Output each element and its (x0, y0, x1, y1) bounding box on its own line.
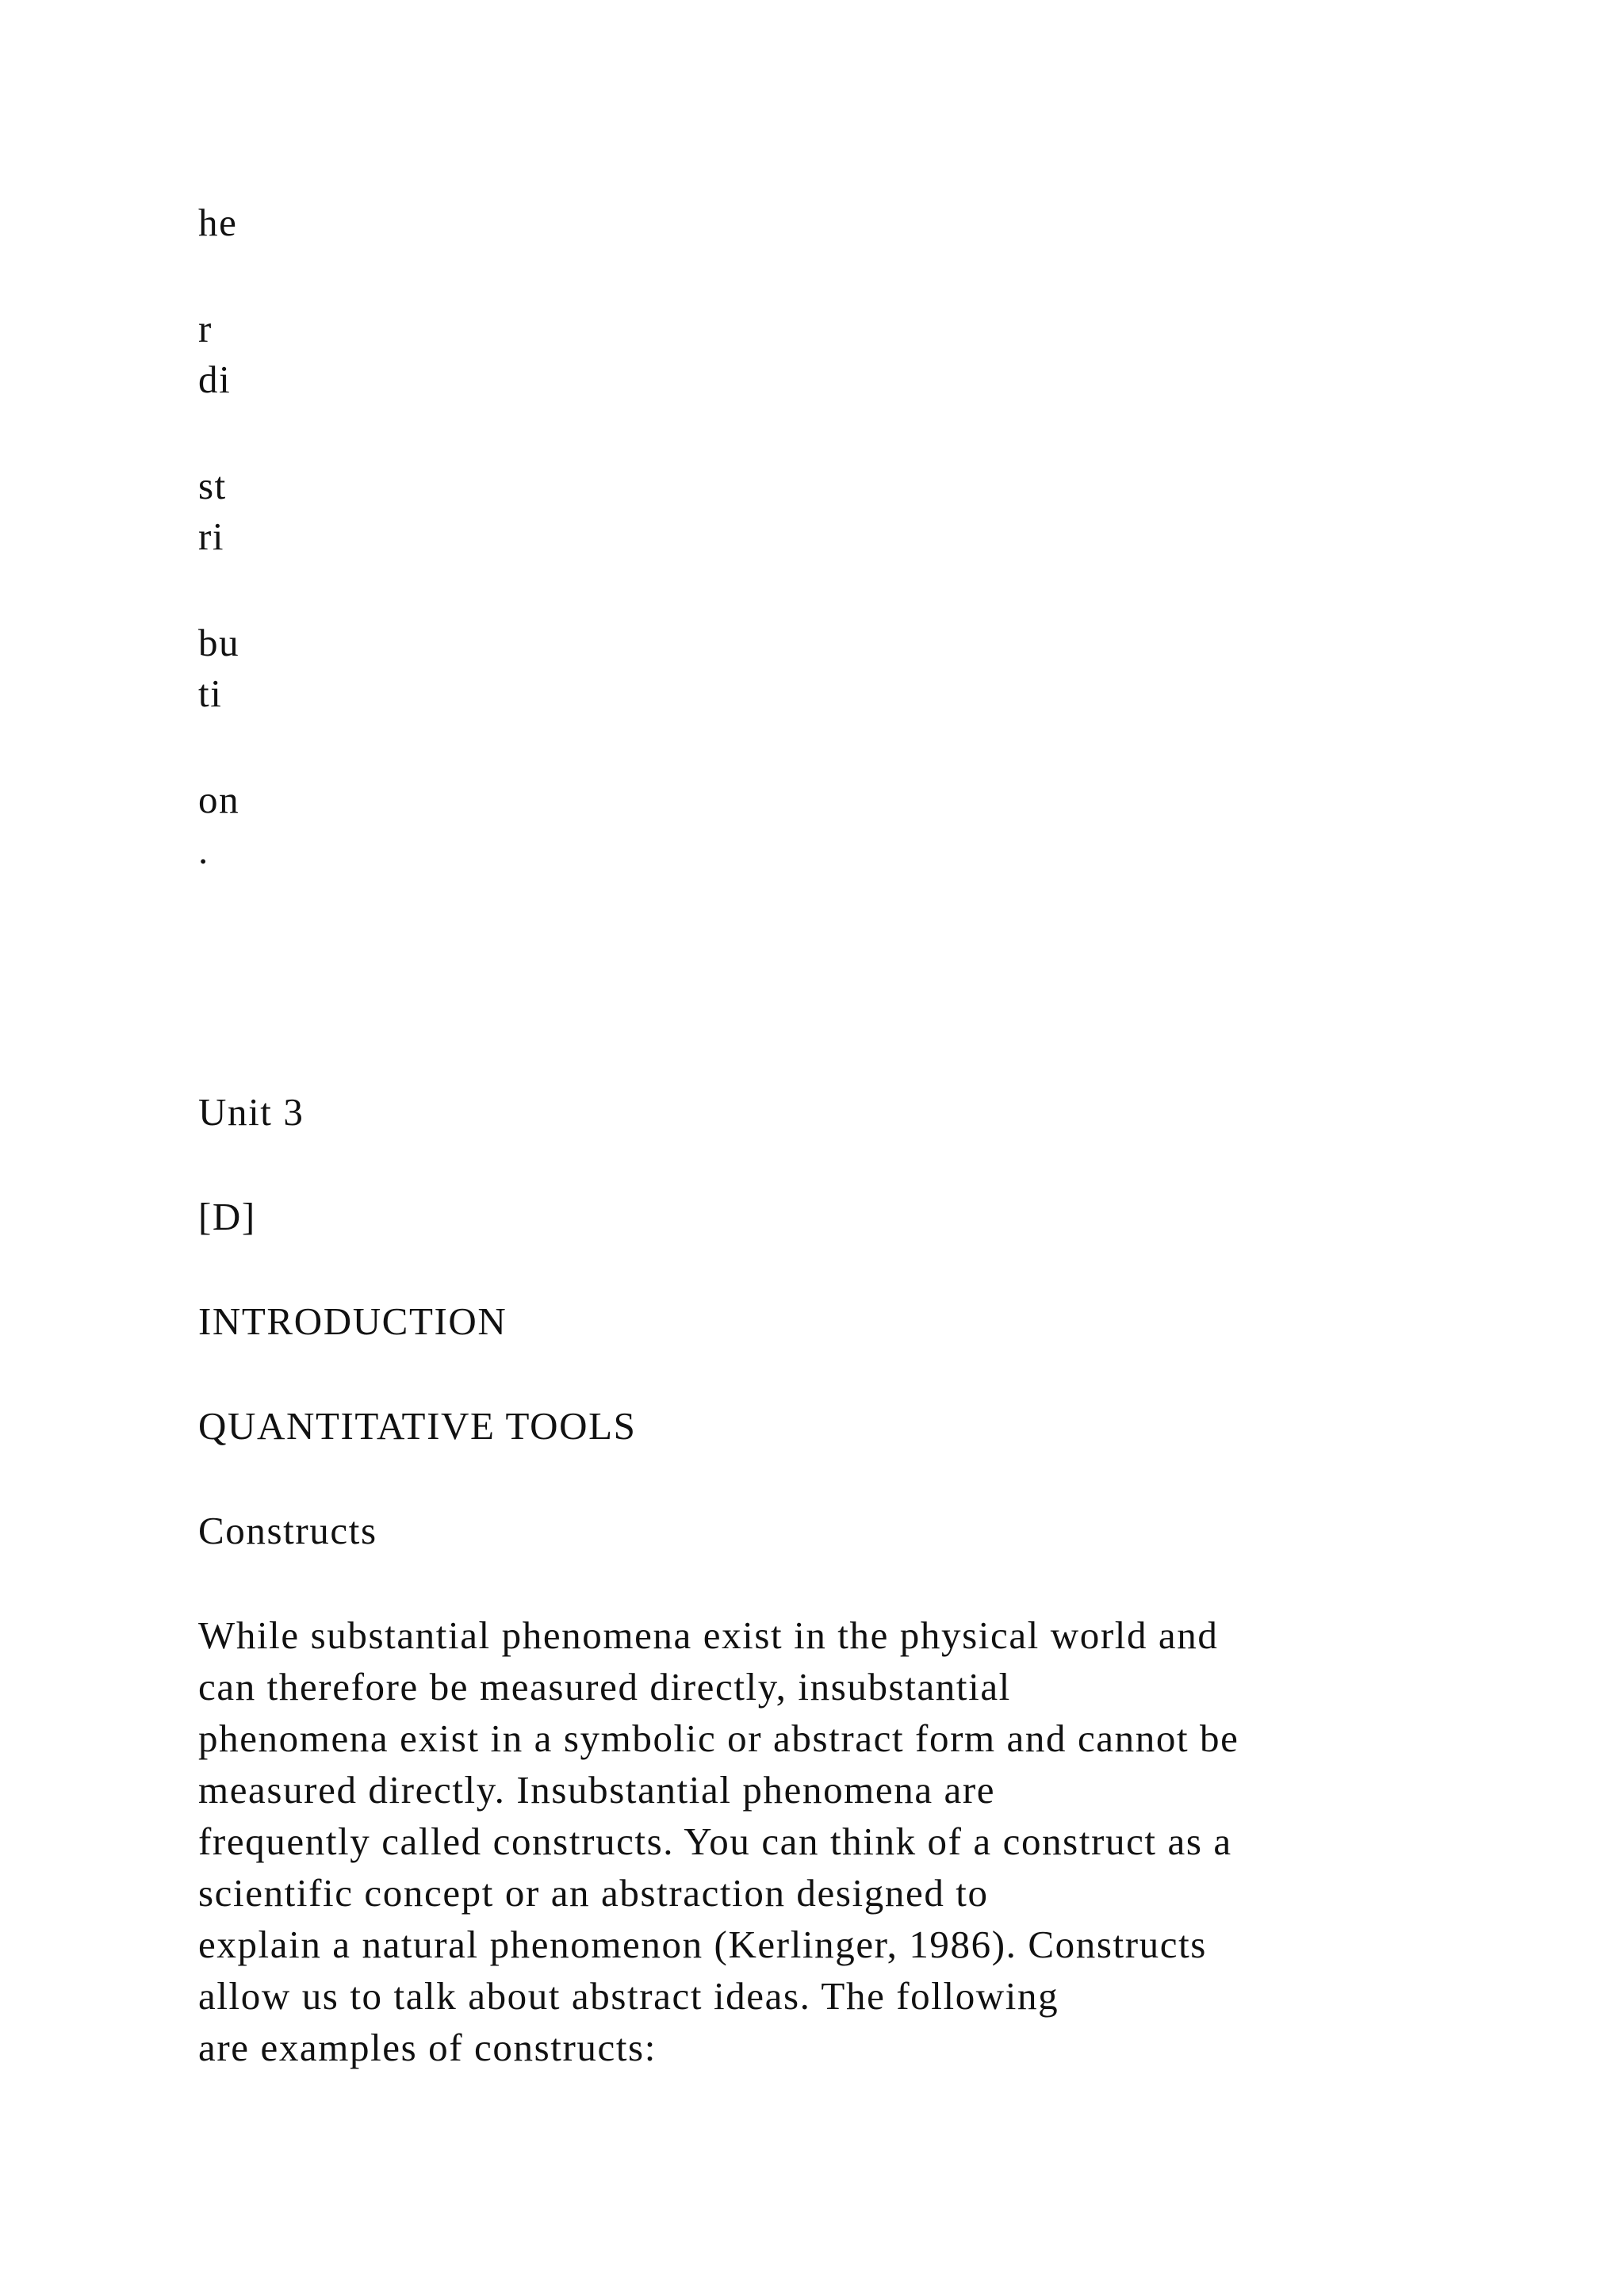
text-fragment: ti (198, 672, 223, 715)
paragraph-line: can therefore be measured directly, insubstantial (198, 1665, 1011, 1709)
text-fragment: ri (198, 515, 225, 558)
paragraph-line: frequently called constructs. You can think of a construct as a (198, 1820, 1232, 1863)
section-heading: INTRODUCTION (198, 1299, 508, 1343)
paragraph-line: explain a natural phenomenon (Kerlinger, 1986). Constructs (198, 1923, 1207, 1966)
subsection-heading: QUANTITATIVE TOOLS (198, 1404, 637, 1448)
text-fragment: di (198, 358, 232, 401)
paragraph-line: allow us to talk about abstract ideas. The following (198, 1974, 1059, 2018)
marker-label: [D] (198, 1195, 256, 1238)
text-fragment: . (198, 828, 209, 872)
unit-heading: Unit 3 (198, 1090, 304, 1134)
paragraph-line: While substantial phenomena exist in the physical world and (198, 1613, 1219, 1657)
paragraph-line: are examples of constructs: (198, 2026, 657, 2069)
text-fragment: bu (198, 621, 240, 664)
text-fragment: he (198, 201, 238, 244)
paragraph-line: scientific concept or an abstraction designed to (198, 1871, 989, 1915)
text-fragment: on (198, 778, 240, 821)
paragraph-line: phenomena exist in a symbolic or abstract form and cannot be (198, 1716, 1239, 1760)
paragraph-line: measured directly. Insubstantial phenomena are (198, 1768, 996, 1812)
text-fragment: r (198, 307, 213, 350)
text-fragment: st (198, 464, 227, 507)
topic-heading: Constructs (198, 1509, 377, 1552)
